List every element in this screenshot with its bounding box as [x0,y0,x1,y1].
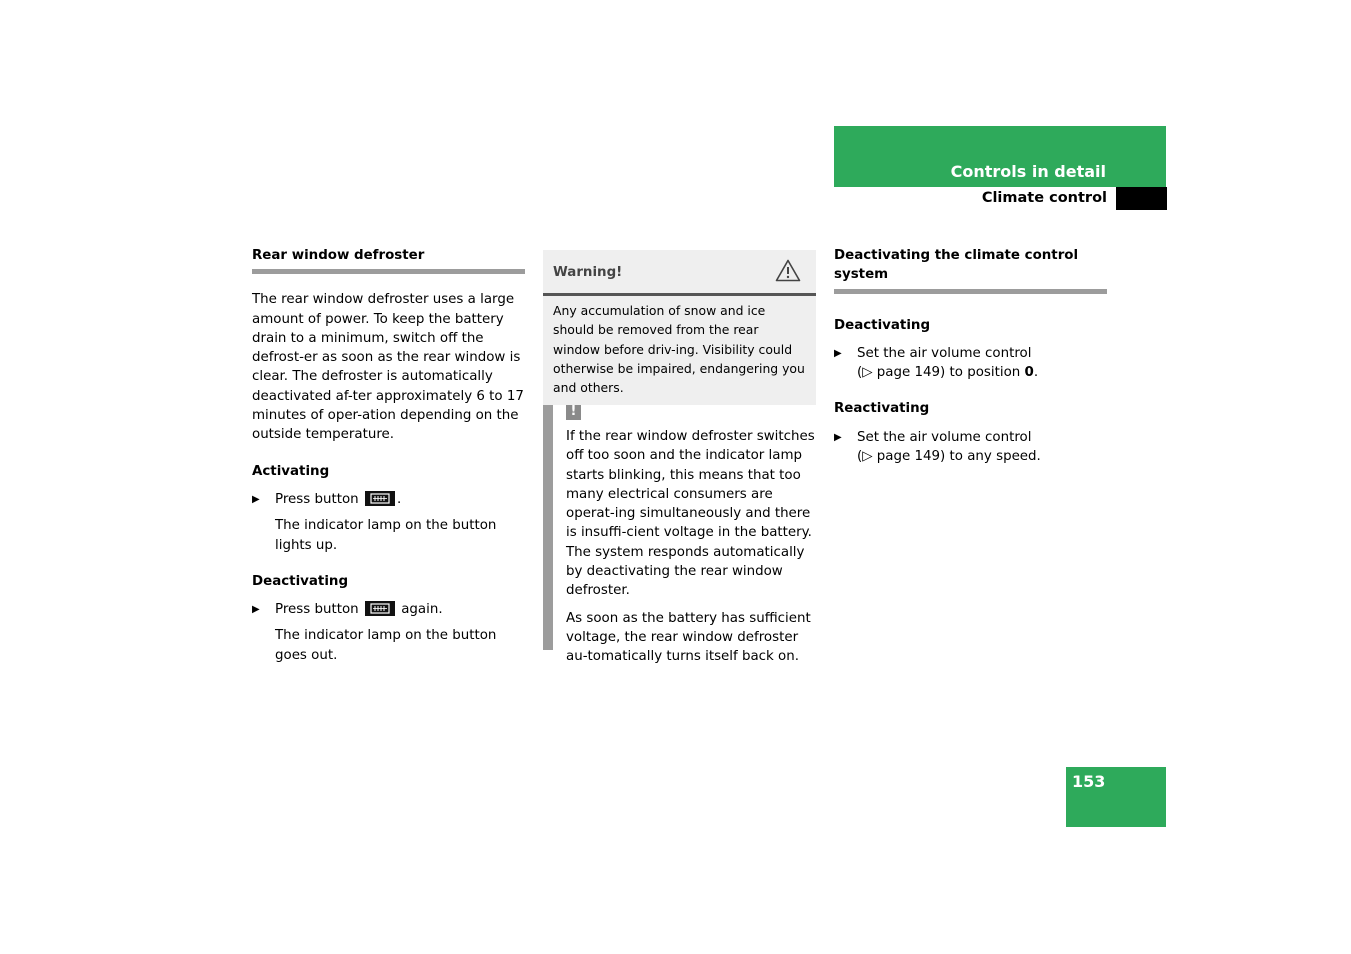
subheading-activating: Activating [252,463,330,479]
step-arrow-icon: ▶ [252,604,260,616]
step-reactivating-climate [834,428,1107,467]
subheading-deactivating: Deactivating [252,573,349,589]
section-subtitle: Climate control [981,190,1107,206]
warning-text: Any accumulation of snow and ice should be removed from the rear window before driv-ing. Visibility could otherwise be impaired, endangering you and others. [543,296,816,405]
step-deactivating-climate [834,344,1107,383]
section-title-deactivating-climate-control: Deactivating the climate control system [834,246,1107,294]
right-column [834,246,1107,466]
step-text: Set the air volume control (▷ page 149) to position 0. [857,345,1039,381]
result-activating: The indicator lamp on the button lights up. [275,518,497,553]
note-block [543,405,816,667]
step-text: Press button again. [275,602,443,618]
subheading-deactivating: Deactivating [834,317,931,333]
rear-defroster-button-icon [365,601,395,616]
exclamation-icon: ! [566,405,581,420]
step-arrow-icon: ▶ [834,431,842,443]
page-number: 153 [1072,772,1106,791]
step-arrow-icon: ▶ [252,493,260,505]
warning-header [543,250,816,296]
header-tab-marker [1116,187,1167,210]
warning-box [543,250,816,405]
note-side-bar [543,405,553,650]
section-title-rear-window-defroster: Rear window defroster [252,246,525,274]
page-number-box [1066,767,1166,827]
chapter-title: Controls in detail [950,162,1106,181]
rear-defroster-button-icon [365,491,395,506]
step-arrow-icon: ▶ [834,347,842,359]
left-column [252,246,525,665]
step-deactivating [252,600,525,619]
note-paragraph-1: If the rear window defroster switches off too soon and the indicator lamp starts blinking, this means that too many electrical consumers are operat-ing simultaneously and there is insuffi-cient voltage in the battery. The system responds automatically by deactivating the rear window defroster. [566,429,815,599]
warning-label: Warning! [553,265,623,280]
step-text: Press button . [275,491,402,507]
subheading-reactivating: Reactivating [834,401,930,417]
step-text: Set the air volume control (▷ page 149) to any speed. [857,429,1041,465]
note-paragraph-2: As soon as the battery has sufficient voltage, the rear window defroster au-tomatically turns itself back on. [566,610,811,665]
warning-triangle-icon [775,259,801,288]
step-activating [252,490,525,509]
result-deactivating: The indicator lamp on the button goes out. [275,628,497,663]
header-bar [834,126,1166,187]
intro-paragraph: The rear window defroster uses a large amount of power. To keep the battery drain to a minimum, switch off the defrost-er as soon as the rear window is clear. The defroster is automatically deactivated af-ter approximately 6 to 17 minutes of oper-ation depending on the outside temperature. [252,292,524,443]
